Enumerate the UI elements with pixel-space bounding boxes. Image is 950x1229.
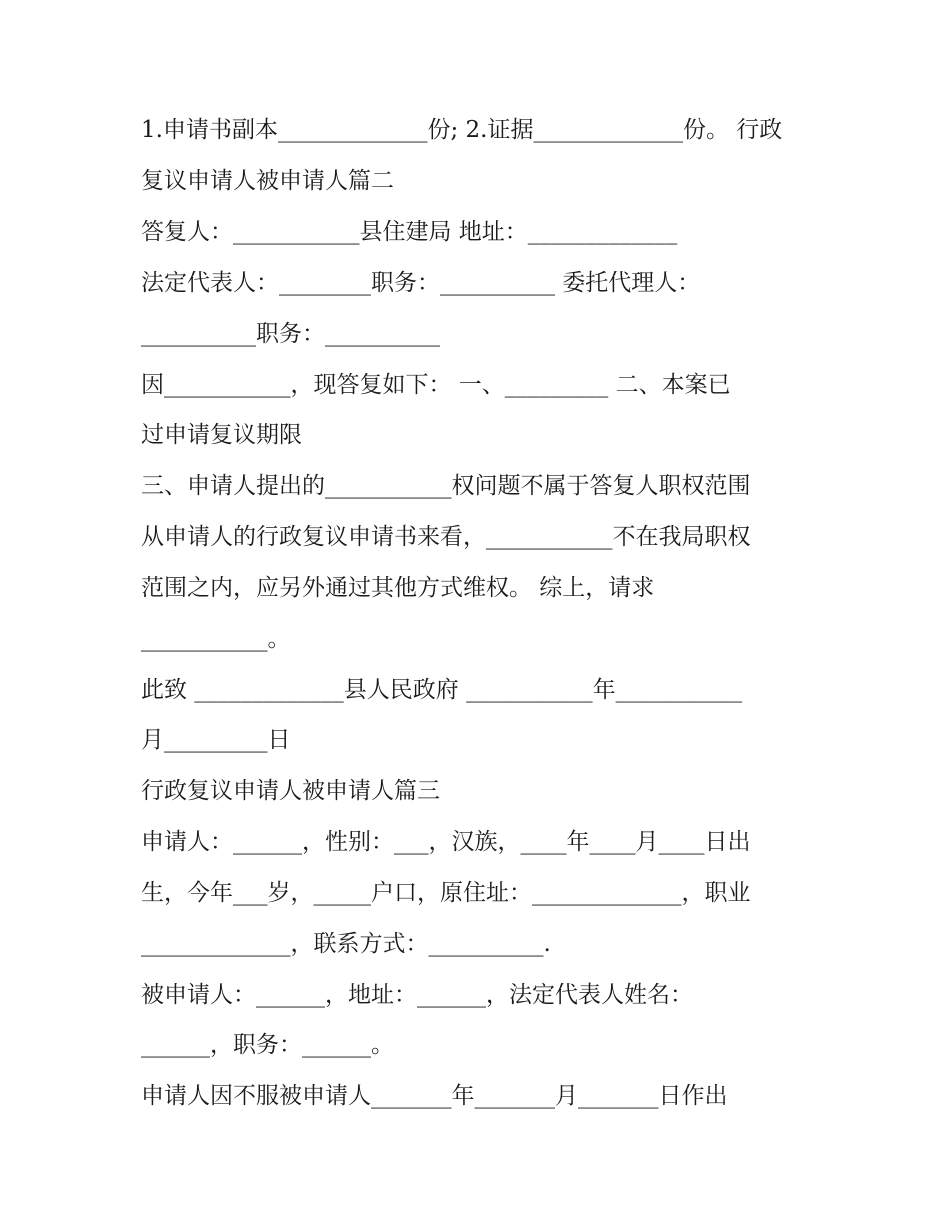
text-line-16: 生，今年___岁，_____户口，原住址：_____________，职业 (141, 880, 751, 906)
text-line-19: ______，职务：______。 (141, 1032, 394, 1058)
text-line-12: 此致 _____________县人民政府 ___________年___________ (141, 677, 743, 703)
text-line-10: 范围之内，应另外通过其他方式维权。 综上，请求 (141, 575, 655, 601)
text-line-4: 法定代表人：________职务：__________ 委托代理人： (141, 270, 701, 296)
text-line-3: 答复人：___________县住建局 地址：_____________ (141, 219, 678, 245)
text-line-2: 复议申请人被申请人篇二 (141, 168, 394, 194)
text-line-20: 申请人因不服被申请人_______年_______月_______日作出 (141, 1083, 728, 1109)
section-heading: 行政复议申请人被申请人篇三 (141, 778, 440, 804)
text-line-18: 被申请人：______，地址：______，法定代表人姓名： (141, 982, 693, 1008)
text-line-9: 从申请人的行政复议申请书来看，___________不在我局职权 (141, 524, 751, 550)
text-line-8: 三、申请人提出的___________权问题不属于答复人职权范围 (141, 473, 751, 499)
text-line-6: 因___________，现答复如下： 一、_________ 二、本案已 (141, 372, 731, 398)
text-line-5: __________职务：__________ (141, 321, 440, 347)
text-line-15: 申请人：______，性别：___，汉族，____年____月____日出 (141, 829, 751, 855)
text-line-13: 月_________日 (141, 727, 291, 753)
text-line-11: ___________。 (141, 626, 291, 652)
text-line-1: 1.申请书副本_____________份; 2.证据_____________份。 行政 (141, 117, 783, 143)
text-line-7: 过申请复议期限 (141, 422, 302, 448)
text-line-17: _____________，联系方式：__________. (141, 931, 551, 957)
